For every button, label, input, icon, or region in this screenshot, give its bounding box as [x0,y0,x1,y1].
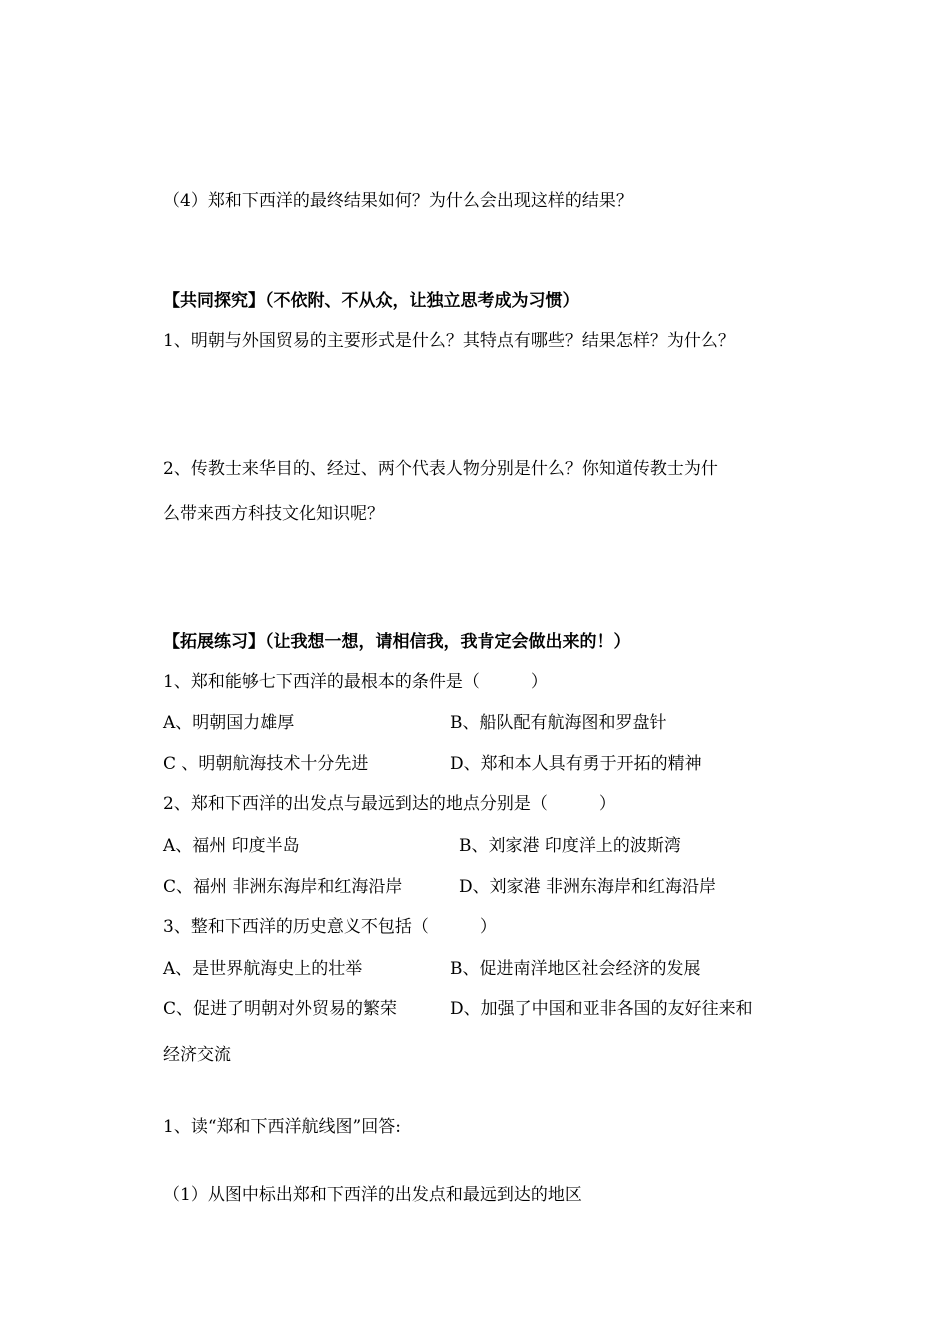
map-question-stem: 1、读“郑和下西洋航线图”回答: [163,1117,401,1137]
practice-q1-stem: 1、郑和能够七下西洋的最根本的条件是（ ） [163,672,548,692]
practice-q3-options-row-2 [163,998,863,1020]
practice-q1-options-row-2 [163,753,863,775]
question-4: （4）郑和下西洋的最终结果如何？为什么会出现这样的结果？ [163,191,633,211]
explore-heading: 【共同探究】（不依附、不从众，让独立思考成为习惯） [163,291,580,311]
practice-q1-option-c: C 、明朝航海技术十分先进 [163,754,369,774]
practice-q1-options-row-1 [163,712,863,734]
practice-q2-option-a: A、福州 印度半岛 [163,836,300,856]
practice-q1-option-a: A、明朝国力雄厚 [163,713,295,733]
practice-q3-options-row-1 [163,958,863,980]
practice-q1-option-d: D、郑和本人具有勇于开拓的精神 [450,754,702,774]
practice-q3-option-c: C、促进了明朝对外贸易的繁荣 [163,999,398,1019]
practice-q3-option-d: D、加强了中国和亚非各国的友好往来和 [450,999,753,1019]
practice-q2-stem: 2、郑和下西洋的出发点与最远到达的地点分别是（ ） [163,794,616,814]
practice-q2-options-row-1 [163,835,863,857]
practice-q1-option-b: B、船队配有航海图和罗盘针 [450,713,667,733]
practice-q2-option-b: B、刘家港 印度洋上的波斯湾 [459,836,681,856]
explore-question-2-line-1: 2、传教士来华目的、经过、两个代表人物分别是什么？你知道传教士为什 [163,459,718,479]
practice-q2-options-row-2 [163,876,863,898]
practice-heading: 【拓展练习】（让我想一想，请相信我，我肯定会做出来的！） [163,632,631,652]
map-question-sub-1: （1）从图中标出郑和下西洋的出发点和最远到达的地区 [163,1185,582,1205]
practice-q3-option-a: A、是世界航海史上的壮举 [163,959,363,979]
practice-q3-option-d-continuation: 经济交流 [163,1045,231,1065]
explore-question-1: 1、明朝与外国贸易的主要形式是什么？其特点有哪些？结果怎样？为什么？ [163,331,735,351]
practice-q2-option-d: D、刘家港 非洲东海岸和红海沿岸 [459,877,717,897]
practice-q3-stem: 3、整和下西洋的历史意义不包括（ ） [163,917,497,937]
explore-question-2-line-2: 么带来西方科技文化知识呢？ [163,504,384,524]
practice-q2-option-c: C、福州 非洲东海岸和红海沿岸 [163,877,403,897]
practice-q3-option-b: B、促进南洋地区社会经济的发展 [450,959,701,979]
